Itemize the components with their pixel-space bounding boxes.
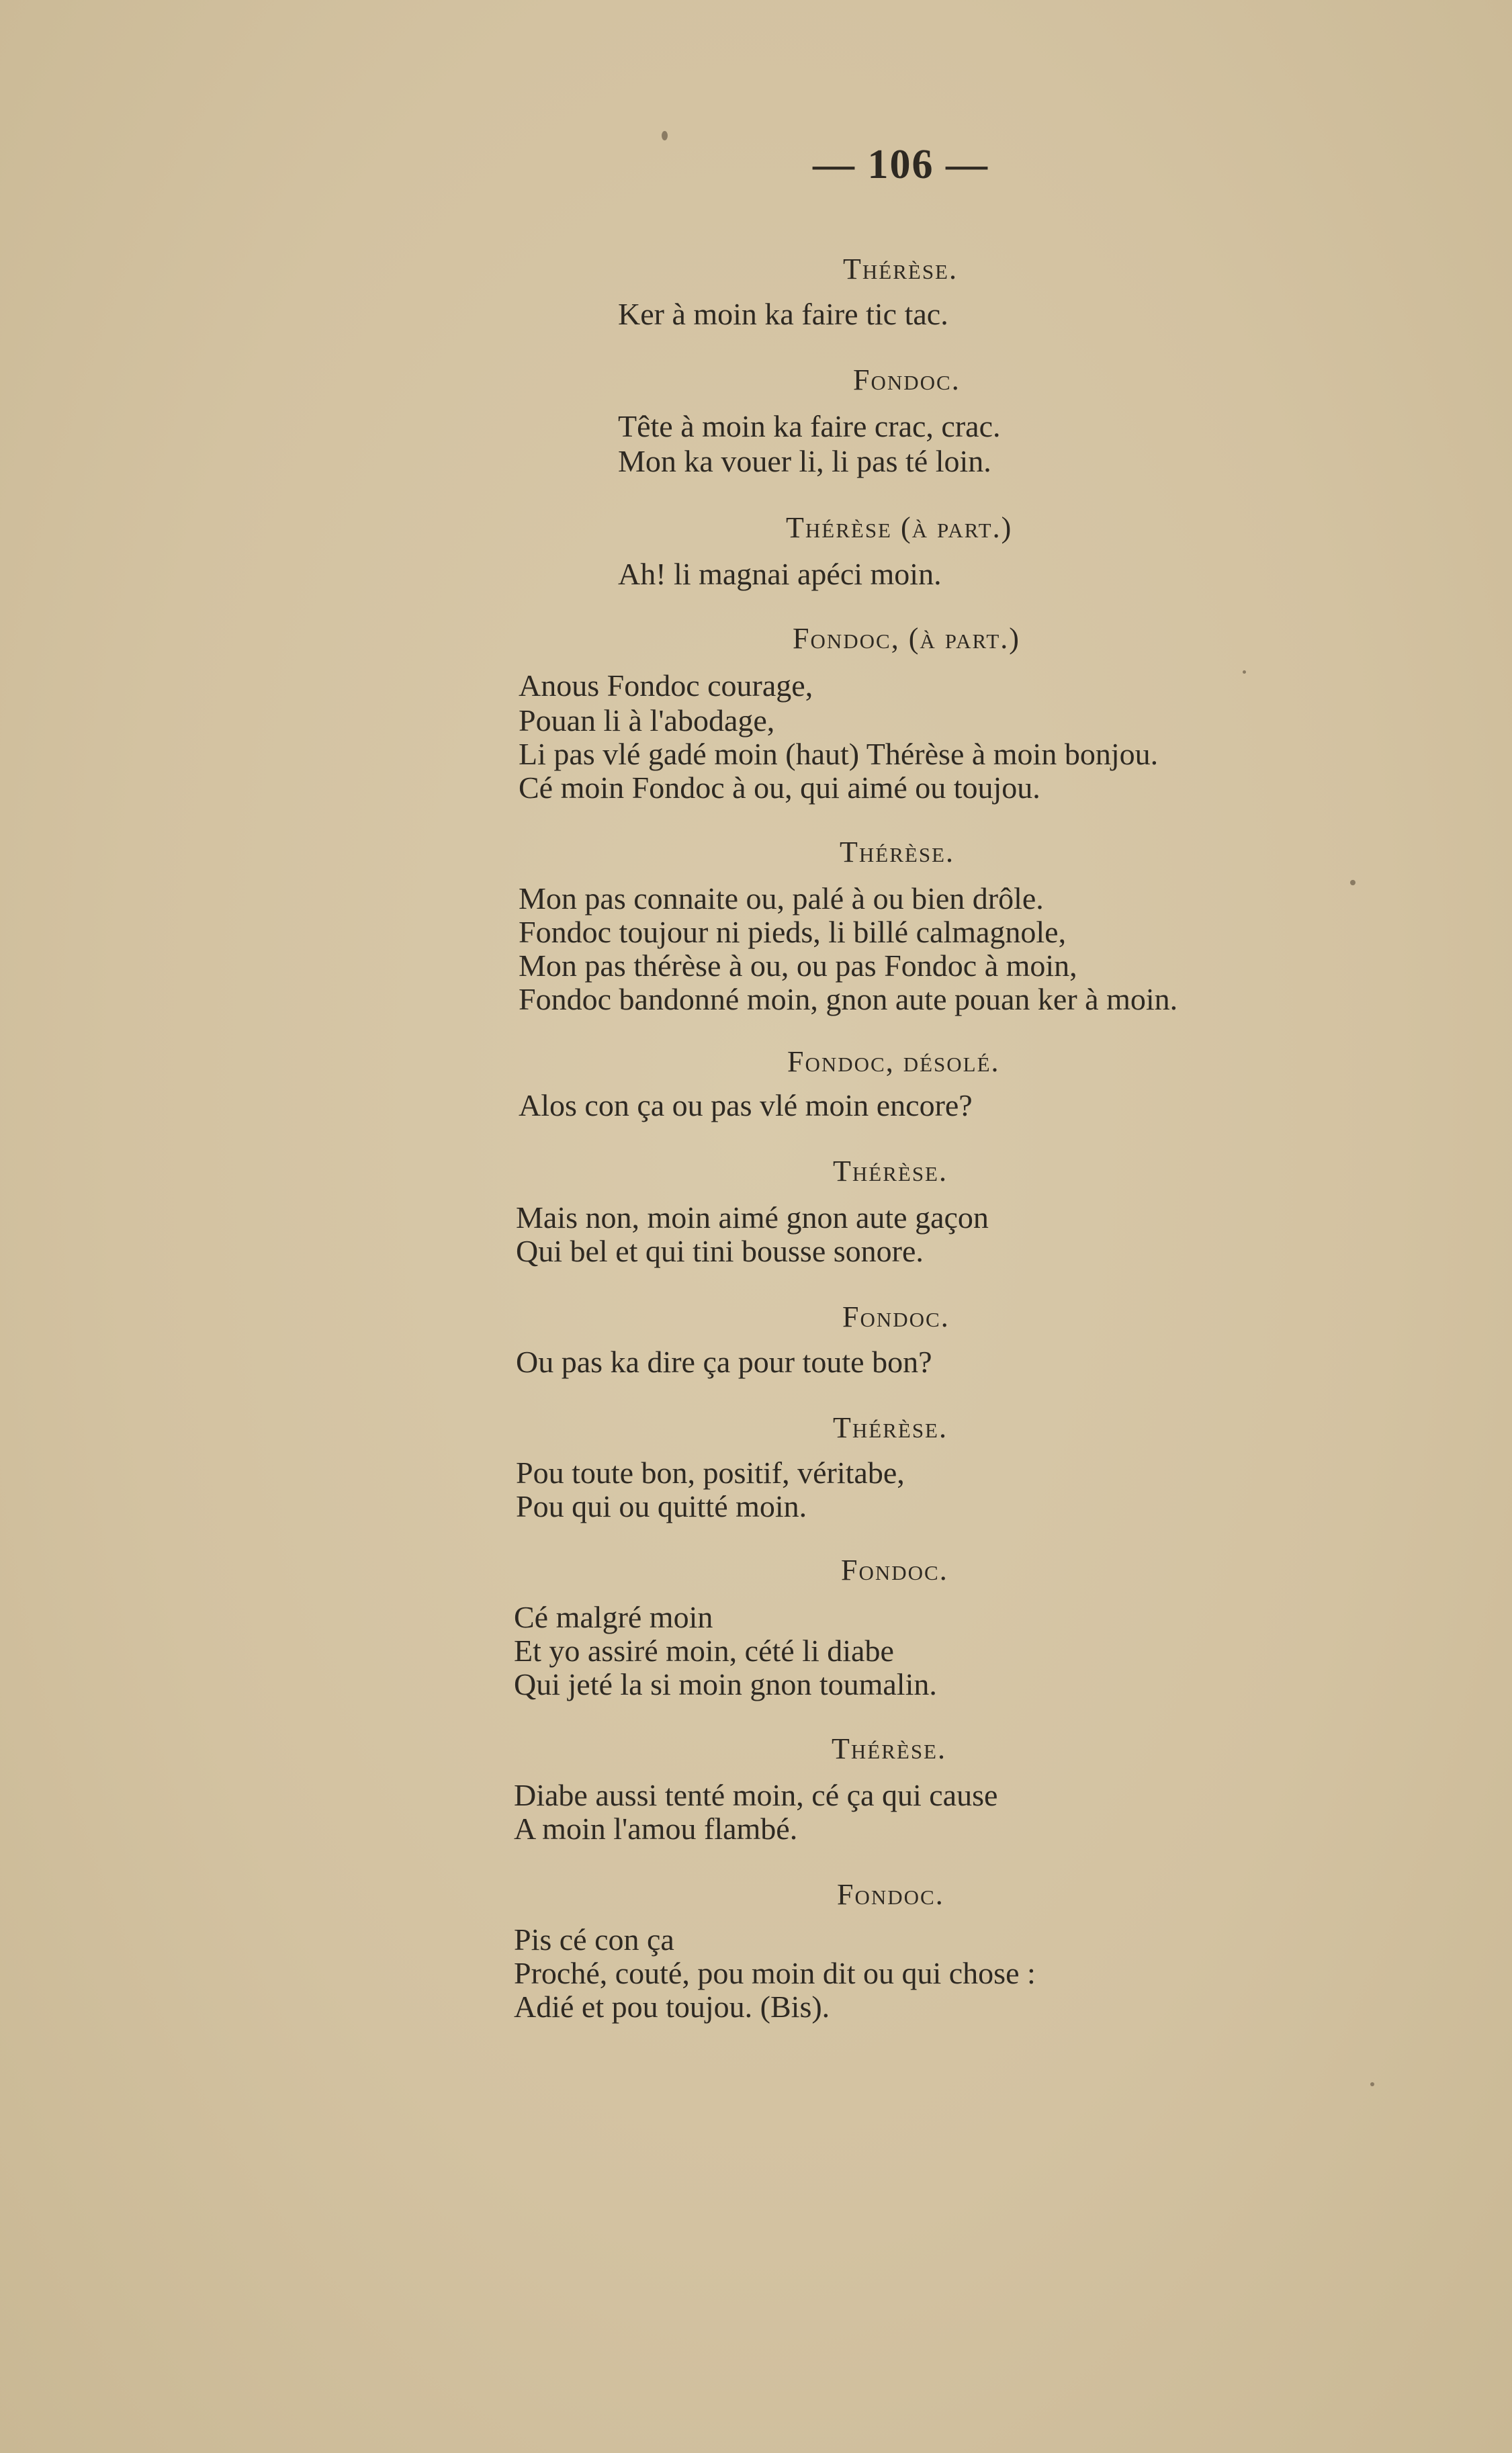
verse-line: Pis cé con ça [514,1922,674,1957]
verse-line: Ah! li magnai apéci moin. [618,557,942,591]
verse-line: Tête à moin ka faire crac, crac. [618,409,1001,443]
verse-line: Cé moin Fondoc à ou, qui aimé ou toujou. [519,770,1040,805]
speaker-label: Thérèse. [843,253,958,285]
verse-line: Li pas vlé gadé moin (haut) Thérèse à moin bonjou. [519,737,1159,771]
verse-line: Mon pas thérèse à ou, ou pas Fondoc à moin, [519,948,1077,983]
paper-speck [1243,670,1246,674]
speaker-label: Fondoc, (à part.) [793,622,1020,655]
verse-line: Ou pas ka dire ça pour toute bon? [516,1345,932,1379]
verse-line: Mon ka vouer li, li pas té loin. [618,444,991,478]
verse-line: Proché, couté, pou moin dit ou qui chose : [514,1956,1036,1990]
speaker-label: Fondoc. [842,1300,950,1333]
verse-line: A moin l'amou flambé. [514,1812,798,1846]
speaker-label: Thérèse (à part.) [786,511,1013,544]
speaker-label: Fondoc, désolé. [787,1045,1000,1078]
paper-speck [662,131,668,140]
paper-speck [1350,880,1355,885]
verse-line: Qui bel et qui tini bousse sonore. [516,1234,924,1268]
verse-line: Pou toute bon, positif, véritabe, [516,1456,905,1490]
speaker-label: Thérèse. [833,1155,948,1188]
verse-line: Cé malgré moin [514,1600,713,1634]
speaker-label: Fondoc. [837,1878,944,1911]
page-number: — 106 — [813,142,989,187]
speaker-label: Thérèse. [832,1732,946,1765]
verse-line: Qui jeté la si moin gnon toumalin. [514,1667,937,1701]
verse-line: Anous Fondoc courage, [519,668,813,703]
speaker-label: Thérèse. [833,1411,948,1444]
verse-line: Alos con ça ou pas vlé moin encore? [519,1088,973,1122]
speaker-label: Fondoc. [853,363,961,396]
verse-line: Fondoc bandonné moin, gnon aute pouan ker à moin. [519,982,1178,1016]
verse-line: Pou qui ou quitté moin. [516,1489,807,1523]
verse-line: Ker à moin ka faire tic tac. [618,297,948,331]
verse-line: Fondoc toujour ni pieds, li billé calmagnole, [519,915,1067,949]
speaker-label: Fondoc. [841,1554,948,1587]
verse-line: Adié et pou toujou. (Bis). [514,1990,830,2024]
verse-line: Pouan li à l'abodage, [519,703,775,738]
verse-line: Mais non, moin aimé gnon aute gaçon [516,1200,989,1235]
paper-speck [1370,2082,1374,2086]
verse-line: Mon pas connaite ou, palé à ou bien drôle. [519,881,1044,916]
verse-line: Et yo assiré moin, cété li diabe [514,1634,894,1668]
verse-line: Diabe aussi tenté moin, cé ça qui cause [514,1778,998,1812]
speaker-label: Thérèse. [840,836,954,868]
